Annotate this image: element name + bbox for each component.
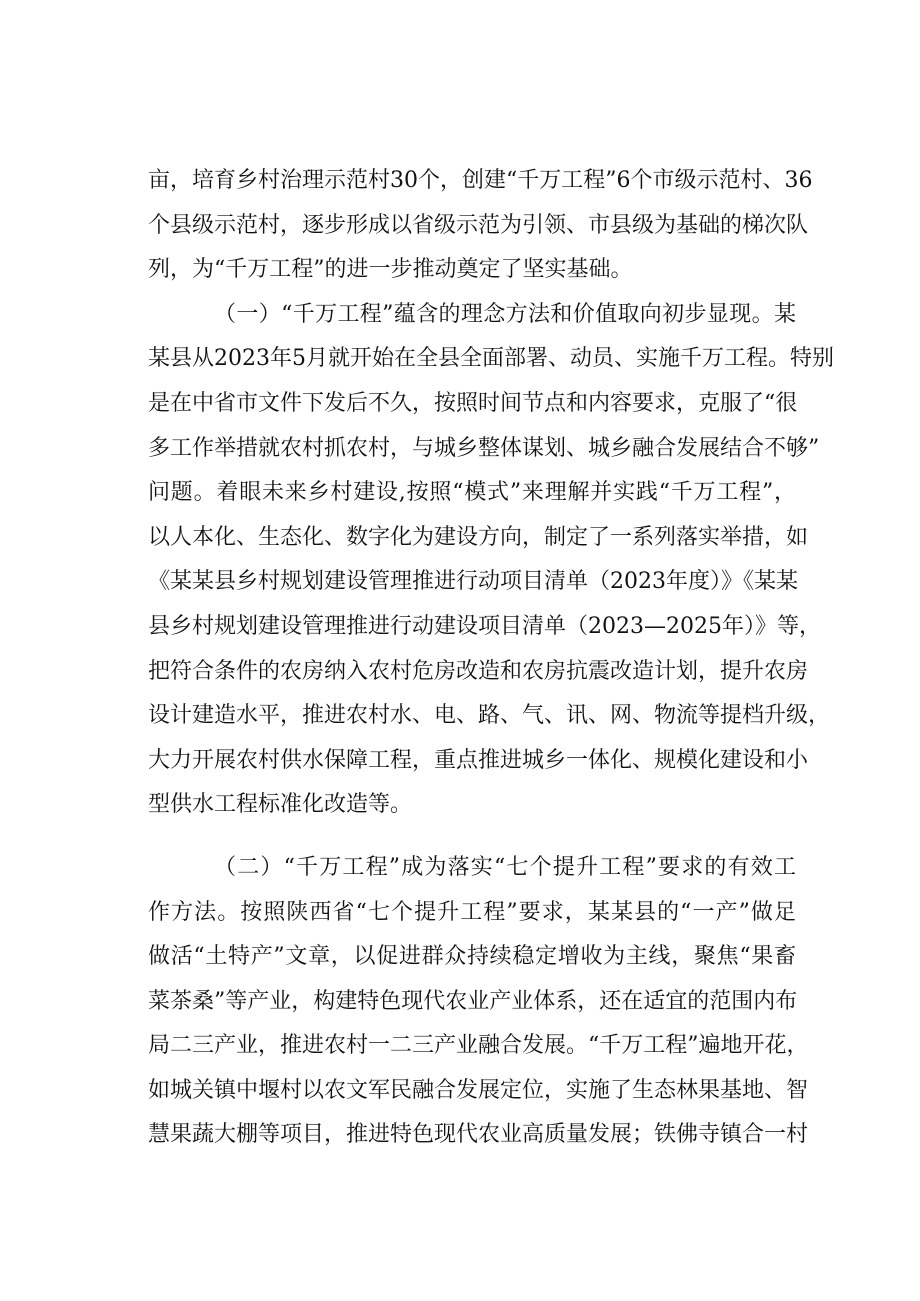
text-line: 作方法。按照陕西省“七个提升工程”要求，某某县的“一产”做足 xyxy=(148,899,796,925)
text-line: 如城关镇中堰村以农文军民融合发展定位，实施了生态林果基地、智 xyxy=(148,1077,809,1103)
text-line: 大力开展农村供水保障工程，重点推进城乡一体化、规模化建设和小 xyxy=(148,747,809,773)
text-line: 设计建造水平，推进农村水、电、路、气、讯、网、物流等提档升级， xyxy=(148,703,831,729)
text-line: 县乡村规划建设管理推进行动建设项目清单（2023—2025年）》等， xyxy=(148,613,821,639)
text-line: 以人本化、生态化、数字化为建设方向，制定了一系列落实举措，如 xyxy=(148,524,809,550)
text-line: 多工作举措就农村抓农村，与城乡整体谋划、城乡融合发展结合不够” xyxy=(148,435,820,461)
text-line: 《某某县乡村规划建设管理推进行动项目清单（2023年度）》《某某 xyxy=(148,569,798,595)
text-line: 做活“土特产”文章，以促进群众持续稳定增收为主线，聚焦“果畜 xyxy=(148,944,796,970)
text-line: 问题。着眼未来乡村建设,按照“模式”来理解并实践“千万工程”， xyxy=(148,480,796,506)
paragraph-spacing xyxy=(148,828,796,846)
text-line: 列，为“千万工程”的进一步推动奠定了坚实基础。 xyxy=(148,257,633,283)
text-line: 个县级示范村，逐步形成以省级示范为引领、市县级为基础的梯次队 xyxy=(148,212,809,238)
paragraph-3 xyxy=(148,846,809,1158)
paragraph-1 xyxy=(148,159,813,293)
text-line: 型供水工程标准化改造等。 xyxy=(148,792,413,818)
text-line: 亩，培育乡村治理示范村30个，创建“千万工程”6个市级示范村、36 xyxy=(148,168,813,193)
document-body xyxy=(148,159,834,1158)
text-line: （二）“千万工程”成为落实“七个提升工程”要求的有效工 xyxy=(214,854,796,880)
text-line: 慧果蔬大棚等项目，推进特色现代农业高质量发展；铁佛寺镇合一村 xyxy=(148,1122,809,1148)
text-line: （一）“千万工程”蕴含的理念方法和价值取向初步显现。某 xyxy=(214,301,796,327)
text-line: 菜茶桑”等产业，构建特色现代农业产业体系，还在适宜的范围内布 xyxy=(148,988,798,1014)
text-line: 某县从2023年5月就开始在全县全面部署、动员、实施千万工程。特别 xyxy=(148,346,834,372)
text-line: 是在中省市文件下发后不久，按照时间节点和内容要求，克服了“很 xyxy=(148,390,798,416)
text-line: 把符合条件的农房纳入农村危房改造和农房抗震改造计划，提升农房 xyxy=(148,658,809,684)
paragraph-2 xyxy=(148,293,834,828)
text-line: 局二三产业，推进农村一二三产业融合发展。“千万工程”遍地开花， xyxy=(148,1033,809,1059)
